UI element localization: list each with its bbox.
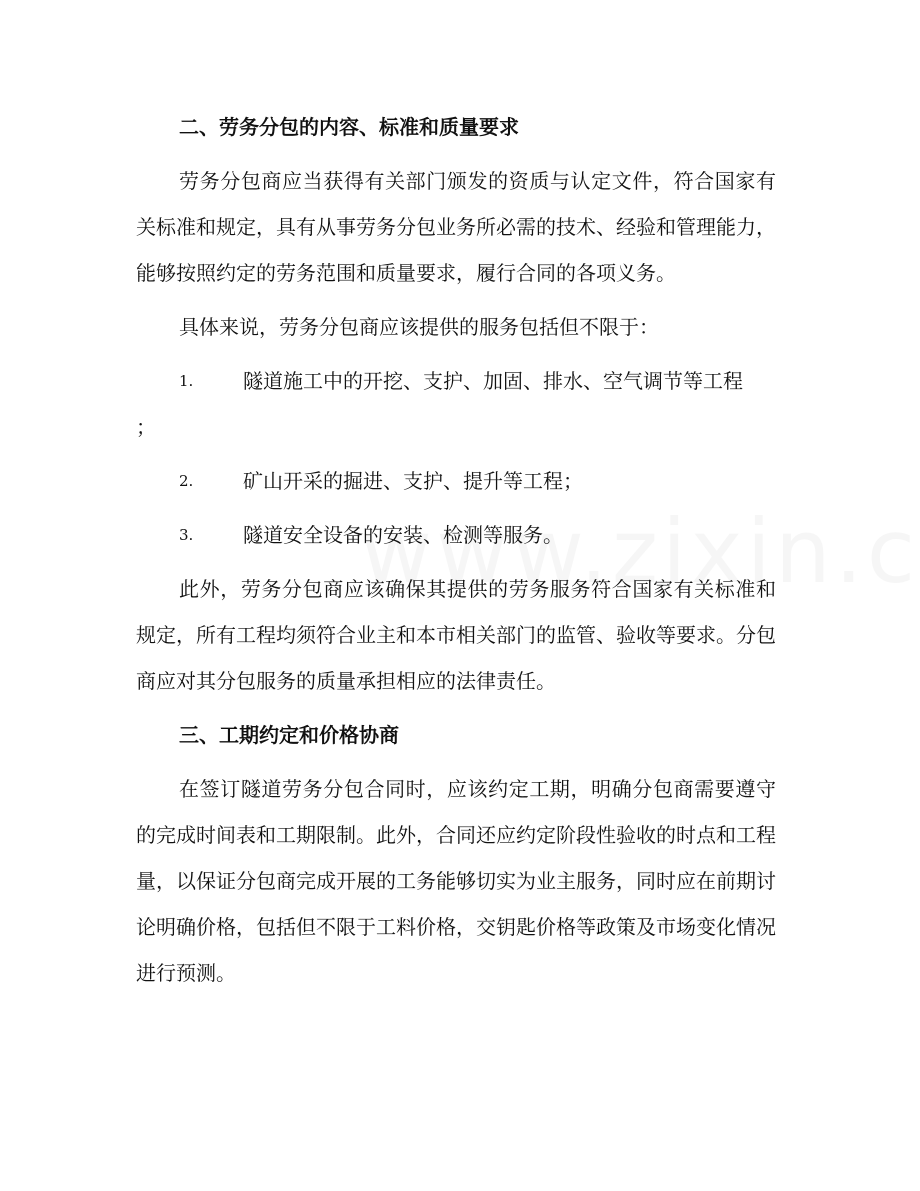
section-heading-labor-content: 二、劳务分包的内容、标准和质量要求 — [179, 115, 519, 139]
list-item-number: 1. — [179, 372, 194, 390]
list-item-text: 隧道安全设备的安装、检测等服务。 — [243, 523, 563, 547]
list-item-text: 矿山开采的掘进、支护、提升等工程； — [243, 469, 583, 493]
section-heading-schedule-price: 三、工期约定和价格协商 — [179, 723, 399, 747]
list-item — [136, 458, 776, 504]
paragraph-compliance: 此外，劳务分包商应该确保其提供的劳务服务符合国家有关标准和规定，所有工程均须符合业主和本市相关部门的监管、验收等要求。分包商应对其分包服务的质量承担相应的法律责任。 — [136, 577, 776, 693]
paragraph-services-intro: 具体来说，劳务分包商应该提供的服务包括但不限于： — [179, 315, 659, 339]
list-item-number: 2. — [179, 472, 194, 490]
list-item-number: 3. — [179, 526, 194, 544]
paragraph-qualification: 劳务分包商应当获得有关部门颁发的资质与认定文件，符合国家有关标准和规定，具有从事劳务分包业务所必需的技术、经验和管理能力，能够按照约定的劳务范围和质量要求，履行合同的各项义务。 — [136, 169, 776, 285]
list-item — [136, 512, 776, 558]
list-item-text: 隧道施工中的开挖、支护、加固、排水、空气调节等工程 — [243, 369, 743, 393]
list-item-text-continuation: ； — [136, 415, 156, 439]
document-body — [136, 104, 776, 996]
list-item — [136, 358, 776, 450]
paragraph-schedule: 在签订隧道劳务分包合同时，应该约定工期，明确分包商需要遵守的完成时间表和工期限制。此外，合同还应约定阶段性验收的时点和工程量，以保证分包商完成开展的工务能够切实为业主服务，同时应在前期讨论明确价格，包括但不限于工料价格，交钥匙价格等政策及市场变化情况进行预测。 — [136, 777, 776, 985]
